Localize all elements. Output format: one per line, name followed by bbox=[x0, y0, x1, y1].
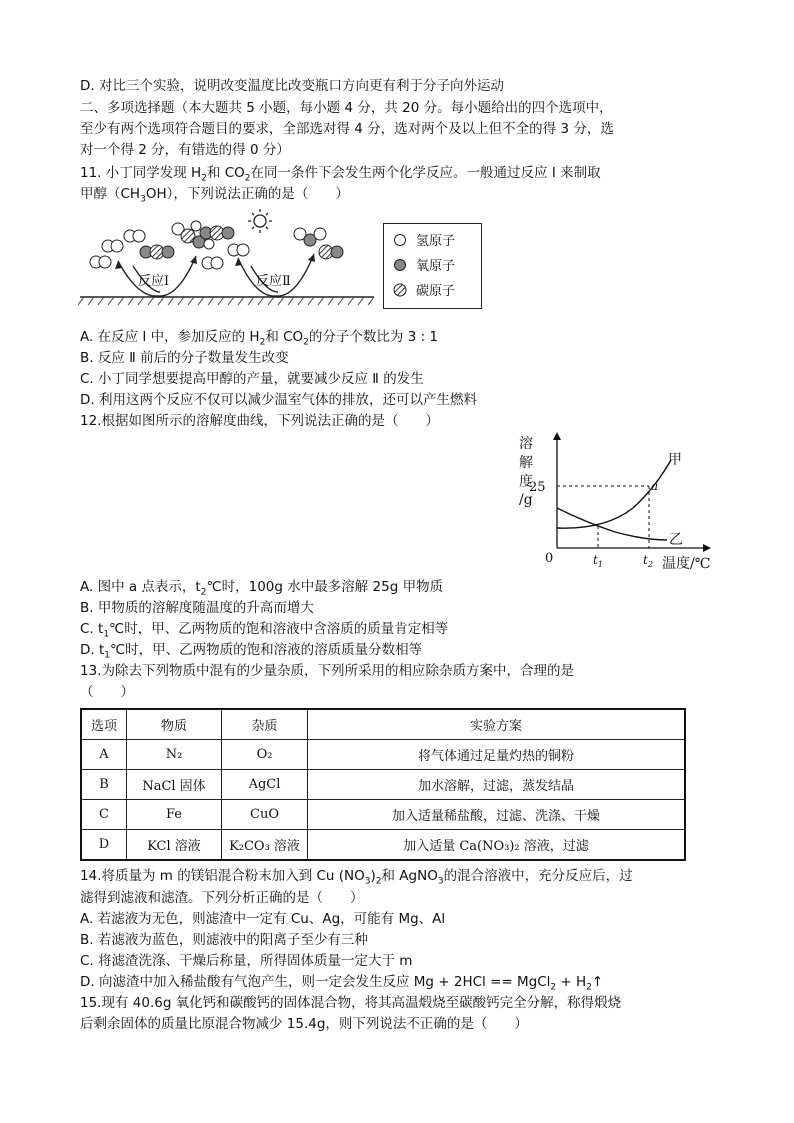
y-label-char-1: 溶 bbox=[519, 436, 533, 452]
q11-option-a: A. 在反应 Ⅰ 中，参加反应的 $H_2$和 $CO_2$的分子个数比为 3 : 1 bbox=[80, 329, 439, 348]
y-label-char-4: /g bbox=[519, 492, 533, 508]
q12-stem: 12.根据如图所示的溶解度曲线，下列说法正确的是（ ） bbox=[80, 413, 439, 429]
header-method: 实验方案 bbox=[308, 709, 686, 740]
series-jia-label: 甲 bbox=[668, 452, 682, 468]
solution-table bbox=[80, 708, 686, 861]
q10-option-d: D. 对比三个实验，说明改变温度比改变瓶口方向更有利于分子向外运动 bbox=[80, 78, 504, 94]
diagram-legend bbox=[383, 223, 482, 309]
q14-option-c: C. 将滤渣洗涤、干燥后称量，所得固体质量一定大于 m bbox=[80, 953, 413, 969]
q12-option-d: D. $t_1℃$时，甲、乙两物质的饱和溶液的溶质质量分数相等 bbox=[80, 642, 423, 661]
q13-stem: 13.为除去下列物质中混有的少量杂质，下列所采用的相应除杂质方案中，合理的是 bbox=[80, 663, 574, 679]
q15-stem: 15.现有 40.6g 氧化钙和碳酸钙的固体混合物，将其高温煅烧至碳酸钙完全分解，称得煅烧 bbox=[80, 995, 622, 1011]
header-impurity: 杂质 bbox=[222, 709, 308, 740]
q13-stem-cont: （ ） bbox=[80, 684, 134, 700]
curve-yi bbox=[557, 508, 667, 540]
header-option: 选项 bbox=[81, 709, 127, 740]
q14-option-d: D. 向滤渣中加入稀盐酸有气泡产生，则一定会发生反应 Mg + 2HCl == MgCl$_2$ + $H_2↑$ bbox=[80, 974, 604, 993]
reaction-diagram bbox=[78, 206, 378, 314]
sun-icon bbox=[248, 209, 272, 233]
q11-option-c: C. 小丁同学想要提高甲醇的产量，就要减少反应 Ⅱ 的发生 bbox=[80, 371, 424, 387]
x-tick-t1: $t_1$ bbox=[593, 553, 603, 569]
section-instructions: 至少有两个选项符合题目的要求，全部选对得 4 分，选对两个及以上但不全的得 3 分，选 bbox=[80, 121, 614, 137]
q14-stem: 14.将质量为 m 的镁铝混合粉末加入到 Cu $(NO_3)_2$和 AgNO$_3$的混合溶液中，充分反应后，过 bbox=[80, 868, 633, 887]
hydrogen-atom-icon bbox=[395, 235, 406, 246]
curve-jia bbox=[557, 460, 671, 528]
q12-option-c: C. $t_1℃$时，甲、乙两物质的饱和溶液中含溶质的质量肯定相等 bbox=[80, 621, 449, 640]
legend-carbon: 碳原子 bbox=[416, 284, 456, 299]
header-substance: 物质 bbox=[127, 709, 222, 740]
q11-option-d: D. 利用这两个反应不仅可以减少温室气体的排放，还可以产生燃料 bbox=[80, 392, 477, 408]
series-yi-label: 乙 bbox=[669, 532, 683, 548]
section-heading: 二、多项选择题（本大题共 5 小题，每小题 4 分，共 20 分。每小题给出的四个选项中， bbox=[80, 100, 613, 116]
reaction-1-label: 反应Ⅰ bbox=[138, 274, 170, 289]
y-label-char-3: 度 bbox=[519, 474, 533, 490]
table-row: A N₂ O₂ 将气体通过足量灼热的铜粉 bbox=[81, 740, 685, 770]
q14-stem-cont: 滤得到滤液和滤渣。下列分析正确的是（ ） bbox=[80, 890, 364, 906]
q14-option-b: B. 若滤液为蓝色，则滤液中的阳离子至少有三种 bbox=[80, 932, 368, 948]
reaction-2-label: 反应Ⅱ bbox=[256, 274, 291, 289]
legend-hydrogen: 氢原子 bbox=[416, 234, 456, 249]
solubility-chart bbox=[515, 430, 725, 578]
q15-stem-cont: 后剩余固体的质量比原混合物减少 15.4g，则下列说法不正确的是（ ） bbox=[80, 1016, 528, 1032]
carbon-atom-icon bbox=[394, 284, 406, 296]
q11-stem-cont: 甲醇$(CH_3OH)$，下列说法正确的是（ ） bbox=[80, 186, 349, 205]
origin-label: 0 bbox=[545, 551, 554, 566]
table-row: B NaCl 固体 AgCl 加水溶解，过滤，蒸发结晶 bbox=[81, 770, 685, 800]
y-tick-25: 25 bbox=[529, 480, 546, 495]
q14-option-a: A. 若滤液为无色，则滤渣中一定有 Cu、Ag，可能有 Mg、Al bbox=[80, 911, 446, 927]
point-a-label: a bbox=[651, 479, 659, 493]
x-axis-label: 温度/℃ bbox=[662, 556, 711, 572]
q11-option-b: B. 反应 Ⅱ 前后的分子数量发生改变 bbox=[80, 350, 289, 366]
y-label-char-2: 解 bbox=[519, 455, 533, 471]
q12-option-a: A. 图中 a 点表示，$t_2℃$时，100g 水中最多溶解 25g 甲物质 bbox=[80, 579, 444, 598]
table-row: C Fe CuO 加入适量稀盐酸，过滤、洗涤、干燥 bbox=[81, 800, 685, 830]
q12-option-b: B. 甲物质的溶解度随温度的升高而增大 bbox=[80, 600, 314, 616]
oxygen-atom-icon bbox=[395, 260, 406, 271]
legend-oxygen: 氧原子 bbox=[416, 259, 456, 274]
section-instructions-cont: 对一个得 2 分，有错选的得 0 分） bbox=[80, 142, 290, 158]
table-header-row bbox=[81, 709, 685, 740]
x-tick-t2: $t_2$ bbox=[643, 553, 653, 569]
q11-stem: 11. 小丁同学发现 $H_2$和 $CO_2$在同一条件下会发生两个化学反应。一般通过反应 Ⅰ 来制取 bbox=[80, 165, 601, 184]
table-row: D KCl 溶液 K₂CO₃ 溶液 加入适量 Ca(NO₃)₂ 溶液，过滤 bbox=[81, 830, 685, 861]
